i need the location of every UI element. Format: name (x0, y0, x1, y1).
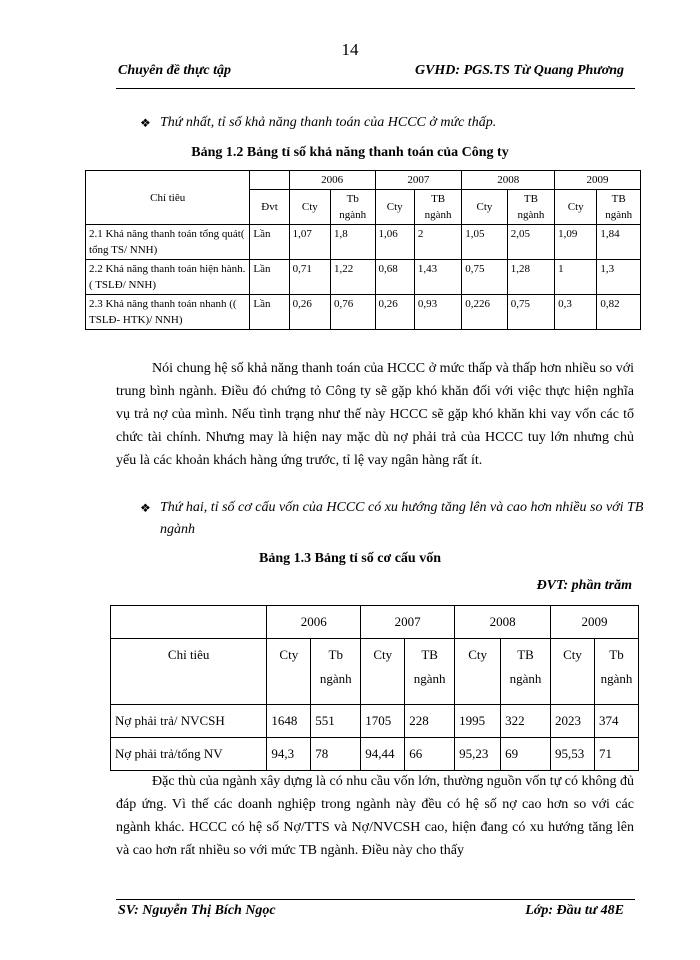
column-header: Cty (267, 639, 311, 705)
column-header: Tb ngành (330, 190, 375, 225)
column-header: Cty (361, 639, 405, 705)
table-cell: 1,8 (330, 225, 375, 260)
year-header: 2008 (455, 606, 551, 639)
table-cell: 1,43 (414, 260, 461, 295)
column-header: Cty (455, 639, 501, 705)
header-divider (116, 88, 635, 89)
column-header: Cty (551, 639, 595, 705)
table-cell (250, 171, 289, 190)
table-cell: Lần (250, 295, 289, 330)
body-paragraph (116, 770, 634, 862)
bullet-item (140, 497, 660, 541)
table-cell: 1,28 (507, 260, 554, 295)
table-cell: 1,84 (597, 225, 641, 260)
table-cell: 95,53 (551, 738, 595, 771)
column-header: Cty (289, 190, 330, 225)
table-caption: Bảng 1.2 Bảng tỉ số khả năng thanh toán của Công ty (191, 145, 509, 160)
table-cell (111, 606, 267, 639)
table-cell: 1,09 (555, 225, 597, 260)
table-cell: 71 (594, 738, 638, 771)
diamond-bullet-icon: ❖ (140, 501, 151, 515)
column-header: Chỉ tiêu (111, 639, 267, 705)
table-cell: 1,05 (462, 225, 507, 260)
table-row (111, 738, 639, 771)
table-cell: 0,93 (414, 295, 461, 330)
table-cell: 0,82 (597, 295, 641, 330)
bullet-text: Thứ hai, tỉ số cơ cấu vốn của HCCC có xu hướng tăng lên và cao hơn nhiều so với TB ngành (160, 500, 644, 537)
table-cell: 0,3 (555, 295, 597, 330)
year-header: 2009 (555, 171, 641, 190)
diamond-bullet-icon: ❖ (140, 116, 151, 130)
column-header: Cty (462, 190, 507, 225)
table-cell: 1648 (267, 705, 311, 738)
table-cell: 374 (594, 705, 638, 738)
table-cell: 0,68 (375, 260, 414, 295)
year-header: 2009 (551, 606, 639, 639)
table-cell: 1,07 (289, 225, 330, 260)
row-label: Nợ phải trả/ NVCSH (111, 705, 267, 738)
table-row (86, 225, 641, 260)
table-cell: Lần (250, 260, 289, 295)
row-label: Nợ phải trả/tổng NV (111, 738, 267, 771)
table-cell: 94,3 (267, 738, 311, 771)
year-header: 2006 (289, 171, 375, 190)
bullet-item (140, 112, 660, 134)
footer-divider (116, 899, 635, 900)
liquidity-ratio-table (85, 170, 641, 330)
row-label: 2.3 Khả năng thanh toán nhanh (( TSLĐ- HTK)/ NNH) (86, 295, 250, 330)
table-cell: 1995 (455, 705, 501, 738)
capital-structure-table (110, 605, 639, 771)
year-header: 2008 (462, 171, 555, 190)
table-cell: Lần (250, 225, 289, 260)
table-cell: 1,22 (330, 260, 375, 295)
table-cell: 94,44 (361, 738, 405, 771)
table-cell: 2023 (551, 705, 595, 738)
table-header-row (111, 606, 639, 639)
table-row (111, 705, 639, 738)
column-header: TB ngành (597, 190, 641, 225)
column-header: TB ngành (501, 639, 551, 705)
unit-note: ĐVT: phần trăm (536, 578, 632, 593)
row-label: 2.2 Khả năng thanh toán hiện hành.( TSLĐ/ NNH) (86, 260, 250, 295)
footer-student: SV: Nguyễn Thị Bích Ngọc (118, 903, 276, 918)
table-cell: 78 (311, 738, 361, 771)
table-cell: 1705 (361, 705, 405, 738)
table-cell: 0,26 (375, 295, 414, 330)
table-cell: 0,26 (289, 295, 330, 330)
table-cell: 2,05 (507, 225, 554, 260)
column-header: Chỉ tiêu (86, 171, 250, 225)
bullet-text: Thứ nhất, tỉ số khả năng thanh toán của HCCC ở mức thấp. (160, 115, 497, 130)
table-cell: 551 (311, 705, 361, 738)
table-cell: 69 (501, 738, 551, 771)
column-header: TB ngành (507, 190, 554, 225)
table-cell: 66 (405, 738, 455, 771)
year-header: 2007 (361, 606, 455, 639)
table-subheader-row (111, 639, 639, 705)
paragraph-text: Nói chung hệ số khả năng thanh toán của HCCC ở mức thấp và thấp hơn nhiều so với trung bình ngành. Điều đó chứng tỏ Công ty sẽ gặp khó khăn đối với việc thực hiện nghĩa vụ trả nợ của mình. Nếu tình trạng như thế này HCCC sẽ gặp khó khăn khi vay vốn các tổ chức tài chính. Nhưng may là hiện nay mặc dù nợ phải trả của HCCC tuy lớn nhưng chủ yếu là các khoản khách hàng ứng trước, tỉ lệ vay ngân hàng rất ít. (116, 361, 634, 468)
table-row (86, 260, 641, 295)
body-paragraph (116, 357, 634, 472)
table-cell: 0,75 (507, 295, 554, 330)
column-header: Cty (375, 190, 414, 225)
table-cell: 2 (414, 225, 461, 260)
table-cell: 0,226 (462, 295, 507, 330)
table-cell: 1,3 (597, 260, 641, 295)
table-cell: 0,76 (330, 295, 375, 330)
column-header: Tb ngành (311, 639, 361, 705)
table-cell: 1 (555, 260, 597, 295)
footer-class: Lớp: Đầu tư 48E (525, 903, 624, 918)
column-header: Tb ngành (594, 639, 638, 705)
column-header: Đvt (250, 190, 289, 225)
table-cell: 0,71 (289, 260, 330, 295)
header-supervisor: GVHD: PGS.TS Từ Quang Phương (414, 63, 624, 78)
year-header: 2006 (267, 606, 361, 639)
table-cell: 1,06 (375, 225, 414, 260)
paragraph-text: Đặc thù của ngành xây dựng là có nhu cầu vốn lớn, thường nguồn vốn tự có không đủ đáp ứng. Vì thế các doanh nghiệp trong ngành này đều có hệ số nợ cao hơn so với các ngành khác. HCCC có hệ số Nợ/TTS và Nợ/NVCSH cao, hiện đang có xu hướng tăng lên và cao hơn rất nhiều so với mức TB ngành. Điều này cho thấy (116, 774, 634, 858)
table-row (86, 295, 641, 330)
table-cell: 95,23 (455, 738, 501, 771)
column-header: Cty (555, 190, 597, 225)
header-document-type: Chuyên đề thực tập (118, 63, 232, 78)
table-header-row (86, 171, 641, 190)
row-label: 2.1 Khả năng thanh toán tổng quát( tổng TS/ NNH) (86, 225, 250, 260)
table-cell: 322 (501, 705, 551, 738)
column-header: TB ngành (405, 639, 455, 705)
table-caption: Bảng 1.3 Bảng tỉ số cơ cấu vốn (259, 551, 441, 566)
table-cell: 228 (405, 705, 455, 738)
column-header: TB ngành (414, 190, 461, 225)
table-cell: 0,75 (462, 260, 507, 295)
page-number: 14 (341, 40, 359, 59)
year-header: 2007 (375, 171, 462, 190)
